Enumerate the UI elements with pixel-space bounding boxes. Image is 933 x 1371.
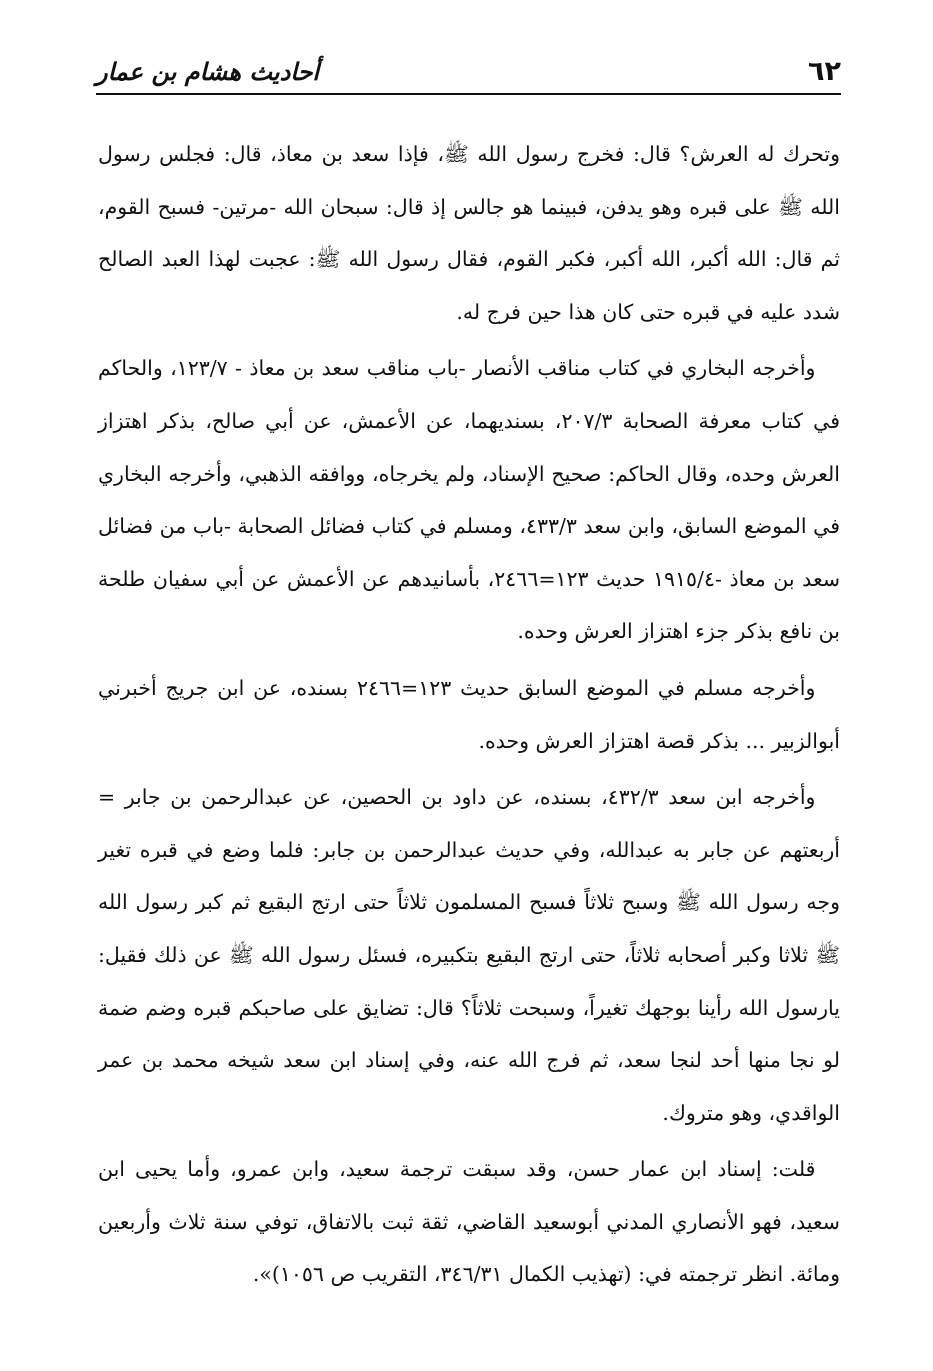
paragraph: وأخرجه مسلم في الموضع السابق حديث ١٢٣=٢٤٦٦ بسنده، عن ابن جريج أخبرني أبوالزبير ... بذكر قصة اهتزاز العرش وحده.	[98, 675, 840, 753]
running-header	[96, 52, 841, 92]
page-number: ٦٢	[808, 56, 841, 87]
paragraph: قلت: إسناد ابن عمار حسن، وقد سبقت ترجمة سعيد، وابن عمرو، وأما يحيى ابن سعيد، فهو الأنصاري المدني أبوسعيد القاضي، ثقة ثبت بالاتفاق، توفي سنة ثلاث وأربعين ومائة. انظر ترجمته في: (تهذيب الكمال ٣٤٦/٣١، التقريب ص ١٠٥٦)».	[98, 1157, 840, 1287]
page-body	[98, 128, 840, 1305]
paragraph: وأخرجه البخاري في كتاب مناقب الأنصار -باب مناقب سعد بن معاذ - ١٢٣/٧، والحاكم في كتاب معرفة الصحابة ٢٠٧/٣، بسنديهما، عن الأعمش، عن أبي صالح، بذكر اهتزاز العرش وحده، وقال الحاكم: صحيح الإسناد، ولم يخرجاه، ووافقه الذهبي، وأخرجه البخاري في الموضع السابق، وابن سعد ٤٣٣/٣، ومسلم في كتاب فضائل الصحابة -باب من فضائل سعد بن معاذ -١٩١٥/٤ حديث ١٢٣=٢٤٦٦، بأسانيدهم عن الأعمش عن أبي سفيان طلحة بن نافع بذكر جزء اهتزاز العرش وحده.	[98, 356, 841, 644]
paragraph: وتحرك له العرش؟ قال: فخرج رسول الله ﷺ، فإذا سعد بن معاذ، قال: فجلس رسول الله ﷺ على قبره وهو يدفن، فبينما هو جالس إذ قال: سبحان الله -مرتين- فسبح القوم، ثم قال: الله أكبر، الله أكبر، فكبر القوم، فقال رسول الله ﷺ: عجبت لهذا العبد الصالح شدد عليه في قبره حتى كان هذا حين فرج له.	[98, 142, 840, 324]
paragraph: وأخرجه ابن سعد ٤٣٢/٣، بسنده، عن داود بن الحصين، عن عبدالرحمن بن جابر = أربعتهم عن جابر به عبدالله، وفي حديث عبدالرحمن بن جابر: فلما وضع في قبره تغير وجه رسول الله ﷺ وسبح ثلاثاً فسبح المسلمون ثلاثاً حتى ارتج البقيع ثم كبر رسول الله ﷺ ثلاثا وكبر أصحابه ثلاثاً، حتى ارتج البقيع بتكبيره، فسئل رسول الله ﷺ عن ذلك فقيل: يارسول الله رأينا بوجهك تغيراً، وسبحت ثلاثاً؟ قال: تضايق على صاحبكم قبره وضم ضمة لو نجا منها أحد لنجا سعد، ثم فرج الله عنه، وفي إسناد ابن سعد شيخه محمد بن عمر الواقدي، وهو متروك.	[98, 785, 840, 1125]
header-rule	[96, 93, 841, 95]
running-title: أحاديث هشام بن عمار	[96, 58, 320, 86]
